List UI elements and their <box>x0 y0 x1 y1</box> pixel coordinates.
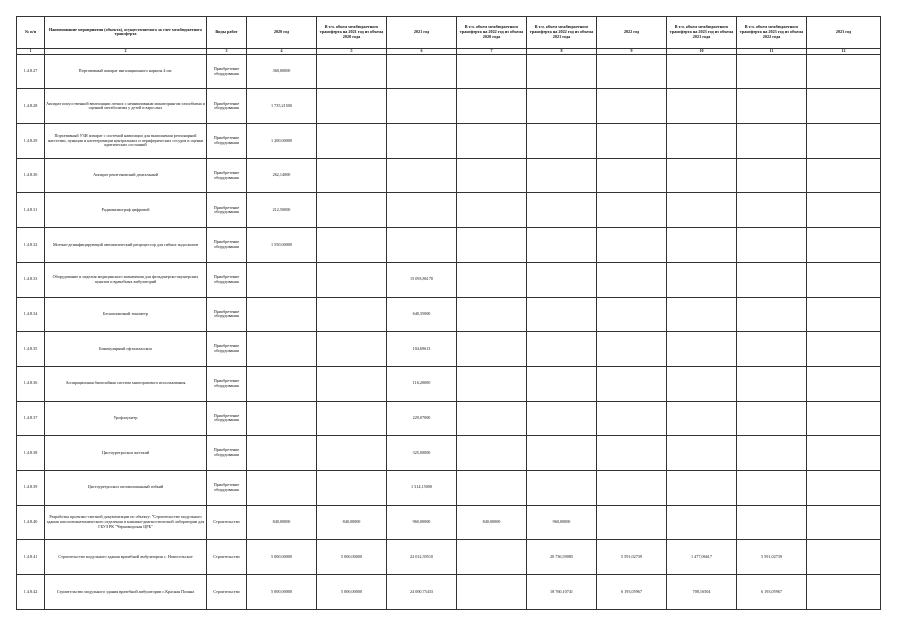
measure-name-cell: Аппарат искусственной вентиляции легких с неинвазивным мониторингом газообмена и оценкой метаболизма у детей и взрослых <box>45 89 207 124</box>
amount-cell <box>317 332 387 367</box>
amount-cell <box>317 89 387 124</box>
column-number-cell: 2 <box>45 48 207 54</box>
work-type-cell: Приобретение оборудования <box>207 193 247 228</box>
amount-cell <box>457 332 527 367</box>
amount-cell: 5 000,00000 <box>247 575 317 610</box>
amount-cell <box>737 436 807 471</box>
amount-cell <box>527 401 597 436</box>
amount-cell: 5 591,02739 <box>737 540 807 575</box>
measure-name-cell: Урофлоуметр <box>45 401 207 436</box>
work-type-cell: Приобретение оборудования <box>207 89 247 124</box>
row-number-cell: 1.4.8.29 <box>17 124 45 159</box>
amount-cell <box>667 297 737 332</box>
table-row <box>17 124 881 159</box>
work-type-cell: Приобретение оборудования <box>207 470 247 505</box>
row-number-cell: 1.4.8.30 <box>17 158 45 193</box>
amount-cell <box>807 470 881 505</box>
work-type-cell: Приобретение оборудования <box>207 158 247 193</box>
amount-cell: 104,69613 <box>387 332 457 367</box>
row-number-cell: 1.4.8.27 <box>17 54 45 89</box>
amount-cell <box>317 401 387 436</box>
amount-cell <box>807 505 881 540</box>
work-type-cell: Приобретение оборудования <box>207 297 247 332</box>
amount-cell <box>737 228 807 263</box>
measure-name-cell: Радиовизиограф цифровой <box>45 193 207 228</box>
amount-cell <box>807 89 881 124</box>
column-number-cell: 12 <box>807 48 881 54</box>
amount-cell: 22 012,39510 <box>387 540 457 575</box>
amount-cell: 840,00000 <box>457 505 527 540</box>
measure-name-cell: Портативный УЗИ аппарат с системой навигации для выполнения регионарной анестезии, пункции и катетеризации центральных и периферических сосудов и оценки критических состояний <box>45 124 207 159</box>
amount-cell <box>807 366 881 401</box>
amount-cell <box>737 262 807 297</box>
amount-cell <box>807 158 881 193</box>
amount-cell: 960,00000 <box>527 505 597 540</box>
amount-cell <box>597 436 667 471</box>
header-cell: Виды работ <box>207 17 247 49</box>
measure-name-cell: Строительство модульного здания врачебной амбулатории с. Новосельское <box>45 540 207 575</box>
amount-cell <box>597 366 667 401</box>
amount-cell <box>387 228 457 263</box>
amount-cell <box>247 401 317 436</box>
header-cell: В т.ч. объем межбюджетного трансферта на 2022 год из объема 2020 года <box>457 17 527 49</box>
row-number-cell: 1.4.8.28 <box>17 89 45 124</box>
table-row <box>17 89 881 124</box>
header-cell: 2020 год <box>247 17 317 49</box>
amount-cell <box>807 401 881 436</box>
table-row <box>17 158 881 193</box>
amount-cell <box>667 228 737 263</box>
amount-cell <box>807 124 881 159</box>
amount-cell <box>457 401 527 436</box>
amount-cell <box>457 124 527 159</box>
amount-cell: 840,00000 <box>247 505 317 540</box>
amount-cell: 360,00000 <box>247 54 317 89</box>
table-row <box>17 540 881 575</box>
amount-cell <box>807 436 881 471</box>
amount-cell <box>457 470 527 505</box>
amount-cell <box>597 505 667 540</box>
table-row <box>17 366 881 401</box>
amount-cell <box>527 262 597 297</box>
amount-cell <box>527 54 597 89</box>
amount-cell <box>667 401 737 436</box>
amount-cell <box>387 193 457 228</box>
row-number-cell: 1.4.8.41 <box>17 540 45 575</box>
amount-cell <box>317 54 387 89</box>
work-type-cell: Приобретение оборудования <box>207 228 247 263</box>
amount-cell <box>667 470 737 505</box>
amount-cell: 5 000,00000 <box>247 540 317 575</box>
amount-cell <box>247 436 317 471</box>
amount-cell <box>597 228 667 263</box>
amount-cell: 6 193,05967 <box>737 575 807 610</box>
amount-cell <box>247 297 317 332</box>
amount-cell <box>807 262 881 297</box>
amount-cell <box>807 54 881 89</box>
column-number-cell: 5 <box>317 48 387 54</box>
amount-cell <box>667 366 737 401</box>
amount-cell: 5 000,00000 <box>317 575 387 610</box>
amount-cell: 640,35000 <box>387 297 457 332</box>
work-type-cell: Строительство <box>207 505 247 540</box>
header-cell: В т.ч. объем межбюджетного трансферта на 2021 год из объема 2020 года <box>317 17 387 49</box>
amount-cell <box>527 89 597 124</box>
amount-cell: 229,07000 <box>387 401 457 436</box>
amount-cell <box>597 193 667 228</box>
amount-cell <box>387 89 457 124</box>
amount-cell <box>457 575 527 610</box>
table-row <box>17 436 881 471</box>
amount-cell <box>527 158 597 193</box>
amount-cell: 5 591,02739 <box>597 540 667 575</box>
amount-cell <box>527 436 597 471</box>
table-row <box>17 401 881 436</box>
amount-cell <box>667 54 737 89</box>
amount-cell: 15 093,86170 <box>387 262 457 297</box>
amount-cell: 325,00000 <box>387 436 457 471</box>
column-number-cell: 8 <box>527 48 597 54</box>
amount-cell <box>807 540 881 575</box>
amount-cell <box>597 401 667 436</box>
amount-cell <box>737 297 807 332</box>
header-cell: В т.ч. объем межбюджетного трансферта на 2023 год из объема 2021 года <box>667 17 737 49</box>
amount-cell <box>737 505 807 540</box>
table-row <box>17 470 881 505</box>
work-type-cell: Приобретение оборудования <box>207 401 247 436</box>
row-number-cell: 1.4.8.38 <box>17 436 45 471</box>
table-row <box>17 228 881 263</box>
amount-cell <box>667 436 737 471</box>
amount-cell <box>667 158 737 193</box>
amount-cell <box>387 158 457 193</box>
measure-name-cell: Разработка проектно-сметной документации по объекту: "Строительство модульного здания патологоанатомического отделения и клинико-диагностической лаборатории для ГБУЗ РК "Черноморская ЦРБ" <box>45 505 207 540</box>
row-number-cell: 1.4.8.35 <box>17 332 45 367</box>
table-body <box>17 17 881 610</box>
amount-cell <box>737 193 807 228</box>
amount-cell <box>807 193 881 228</box>
amount-cell <box>317 470 387 505</box>
table-row <box>17 297 881 332</box>
measure-name-cell: Цистоуретроскоп оптоволоконный гибкий <box>45 470 207 505</box>
column-number-cell: 10 <box>667 48 737 54</box>
measure-name-cell: Портативный аппарат ингаляционного наркоза 4 шт. <box>45 54 207 89</box>
header-row <box>17 17 881 49</box>
table-row <box>17 505 881 540</box>
amount-cell <box>667 89 737 124</box>
amount-cell <box>667 505 737 540</box>
work-type-cell: Приобретение оборудования <box>207 54 247 89</box>
amount-cell <box>737 470 807 505</box>
amount-cell <box>597 262 667 297</box>
column-number-cell: 3 <box>207 48 247 54</box>
work-type-cell: Строительство <box>207 575 247 610</box>
amount-cell <box>667 193 737 228</box>
amount-cell: 1 550,00000 <box>247 228 317 263</box>
row-number-cell: 1.4.8.33 <box>17 262 45 297</box>
amount-cell <box>597 332 667 367</box>
amount-cell: 5 000,00000 <box>317 540 387 575</box>
transfer-table <box>16 16 881 610</box>
row-number-cell: 1.4.8.31 <box>17 193 45 228</box>
amount-cell <box>807 228 881 263</box>
measure-name-cell: Аспирационная биопсийная система многоразового использования <box>45 366 207 401</box>
amount-cell: 960,00000 <box>387 505 457 540</box>
amount-cell: 1 200,00000 <box>247 124 317 159</box>
amount-cell: 1 735,21500 <box>247 89 317 124</box>
amount-cell <box>317 262 387 297</box>
amount-cell <box>457 54 527 89</box>
amount-cell <box>527 193 597 228</box>
work-type-cell: Приобретение оборудования <box>207 366 247 401</box>
amount-cell <box>597 54 667 89</box>
amount-cell <box>807 575 881 610</box>
amount-cell <box>457 228 527 263</box>
amount-cell: 212,50000 <box>247 193 317 228</box>
amount-cell <box>737 54 807 89</box>
header-cell: В т.ч. объем межбюджетного трансферта на 2022 год из объема 2021 года <box>527 17 597 49</box>
work-type-cell: Приобретение оборудования <box>207 262 247 297</box>
amount-cell <box>527 470 597 505</box>
amount-cell <box>457 89 527 124</box>
column-number-cell: 4 <box>247 48 317 54</box>
amount-cell: 6 193,05967 <box>597 575 667 610</box>
amount-cell: 1 314,15000 <box>387 470 457 505</box>
amount-cell <box>667 332 737 367</box>
amount-cell <box>317 297 387 332</box>
header-cell: 2021 год <box>387 17 457 49</box>
amount-cell <box>317 366 387 401</box>
amount-cell: 24 000,75433 <box>387 575 457 610</box>
amount-cell <box>247 262 317 297</box>
row-number-cell: 1.4.8.42 <box>17 575 45 610</box>
row-number-cell: 1.4.8.36 <box>17 366 45 401</box>
table-row <box>17 262 881 297</box>
amount-cell: 262,14000 <box>247 158 317 193</box>
amount-cell <box>457 540 527 575</box>
column-number-cell: 1 <box>17 48 45 54</box>
amount-cell <box>527 297 597 332</box>
header-cell: Наименование мероприятия (объекта), осуществляемого за счет межбюджетного трансферта <box>45 17 207 49</box>
amount-cell <box>597 124 667 159</box>
column-number-cell: 7 <box>457 48 527 54</box>
table-row <box>17 54 881 89</box>
amount-cell <box>457 297 527 332</box>
amount-cell: 1 477,06617 <box>667 540 737 575</box>
work-type-cell: Приобретение оборудования <box>207 332 247 367</box>
row-number-cell: 1.4.8.39 <box>17 470 45 505</box>
amount-cell <box>527 332 597 367</box>
amount-cell <box>667 262 737 297</box>
column-number-cell: 11 <box>737 48 807 54</box>
column-number-cell: 6 <box>387 48 457 54</box>
amount-cell <box>387 54 457 89</box>
header-cell: 2022 год <box>597 17 667 49</box>
row-number-cell: 1.4.8.37 <box>17 401 45 436</box>
amount-cell <box>807 332 881 367</box>
amount-cell: 18 760,10741 <box>527 575 597 610</box>
table-row <box>17 332 881 367</box>
row-number-cell: 1.4.8.34 <box>17 297 45 332</box>
amount-cell: 20 736,59085 <box>527 540 597 575</box>
row-number-cell: 1.4.8.32 <box>17 228 45 263</box>
header-cell: В т.ч. объем межбюджетного трансферта на 2023 год из объема 2022 года <box>737 17 807 49</box>
amount-cell <box>317 124 387 159</box>
measure-name-cell: Цистоуретроскоп жесткий <box>45 436 207 471</box>
amount-cell <box>737 332 807 367</box>
amount-cell <box>317 228 387 263</box>
amount-cell <box>527 124 597 159</box>
amount-cell: 840,00000 <box>317 505 387 540</box>
measure-name-cell: Аппарат рентгеновский дентальный <box>45 158 207 193</box>
amount-cell <box>737 366 807 401</box>
table-row <box>17 193 881 228</box>
amount-cell <box>597 89 667 124</box>
header-cell: № п/п <box>17 17 45 49</box>
work-type-cell: Строительство <box>207 540 247 575</box>
work-type-cell: Приобретение оборудования <box>207 436 247 471</box>
amount-cell <box>457 193 527 228</box>
amount-cell <box>387 124 457 159</box>
amount-cell <box>317 158 387 193</box>
amount-cell <box>597 158 667 193</box>
amount-cell <box>247 332 317 367</box>
amount-cell <box>737 89 807 124</box>
amount-cell <box>457 262 527 297</box>
row-number-cell: 1.4.8.40 <box>17 505 45 540</box>
amount-cell <box>457 436 527 471</box>
measure-name-cell: Бинокулярный офтальмоскоп <box>45 332 207 367</box>
amount-cell: 116,20000 <box>387 366 457 401</box>
amount-cell <box>317 436 387 471</box>
table-row <box>17 575 881 610</box>
column-number-cell: 9 <box>597 48 667 54</box>
amount-cell <box>667 124 737 159</box>
amount-cell <box>737 158 807 193</box>
measure-name-cell: Строительство модульного здания врачебной амбулатории с.Красная Поляна <box>45 575 207 610</box>
amount-cell <box>457 366 527 401</box>
amount-cell <box>737 401 807 436</box>
measure-name-cell: Бесконтактный тонометр <box>45 297 207 332</box>
amount-cell <box>807 297 881 332</box>
amount-cell <box>247 366 317 401</box>
amount-cell <box>527 366 597 401</box>
amount-cell <box>737 124 807 159</box>
amount-cell <box>597 297 667 332</box>
header-cell: 2023 год <box>807 17 881 49</box>
amount-cell <box>457 158 527 193</box>
work-type-cell: Приобретение оборудования <box>207 124 247 159</box>
amount-cell <box>247 470 317 505</box>
amount-cell <box>597 470 667 505</box>
amount-cell <box>527 228 597 263</box>
measure-name-cell: Оборудование и изделия медицинского назначения для фельдшерско-акушерских пунктов и врачебных амбулаторий <box>45 262 207 297</box>
amount-cell <box>317 193 387 228</box>
measure-name-cell: Моечно-дезинфицирующий автоматический репроцессор для гибких эндоскопов <box>45 228 207 263</box>
amount-cell: 708,16504 <box>667 575 737 610</box>
